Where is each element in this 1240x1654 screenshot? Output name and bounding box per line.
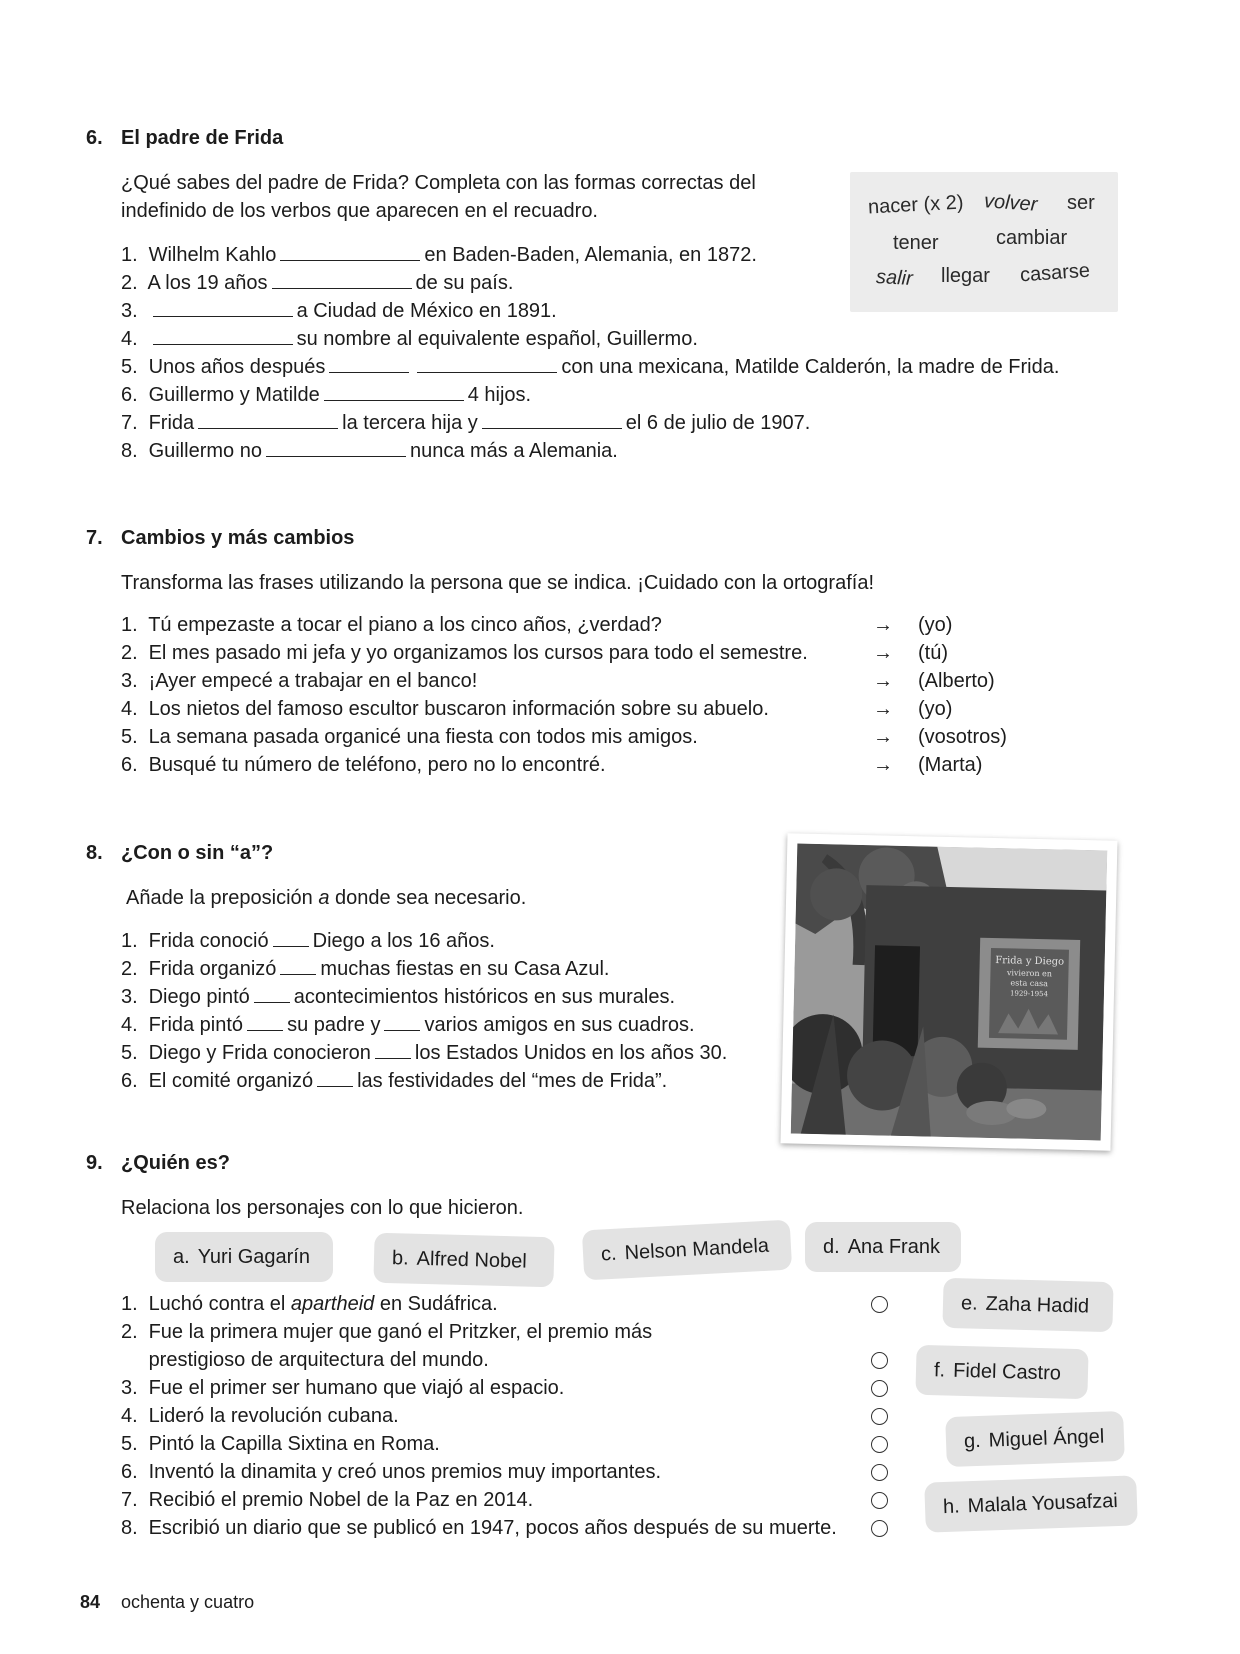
photo-sign-text: 1929-1954 [1009, 989, 1049, 999]
exercise-7-sentence: 2. El mes pasado mi jefa y yo organizamos los cursos para todo el semestre. → (tú) [121, 639, 1021, 667]
exercise-8-title: ¿Con o sin “a”? [121, 842, 274, 864]
exercise-8-sentence: 4. Frida pintó su padre y varios amigos en sus cuadros. [121, 1010, 727, 1038]
verb-word: ser [1067, 192, 1095, 214]
exercise-9-sentence: 2. Fue la primera mujer que ganó el Pritzker, el premio más [121, 1321, 653, 1343]
exercise-9-number: 9. [86, 1152, 103, 1174]
target-person: (yo) [918, 698, 953, 720]
person-tag-a[interactable]: a. Yuri Gagarín [155, 1232, 333, 1282]
exercise-9-sentence: 7. Recibió el premio Nobel de la Paz en 2014. [121, 1489, 534, 1511]
answer-blank[interactable] [266, 436, 406, 457]
arrow-icon: → [873, 642, 893, 664]
answer-blank[interactable] [317, 1066, 353, 1087]
arrow-icon: → [873, 670, 893, 692]
exercise-8-sentence: 5. Diego y Frida conocieron los Estados Unidos en los años 30. [121, 1038, 727, 1066]
page-number: 84 [80, 1592, 101, 1612]
person-tag-b[interactable]: b. Alfred Nobel [373, 1233, 554, 1288]
verb-word: volver [983, 190, 1039, 216]
target-person: (yo) [918, 614, 953, 636]
answer-circle[interactable] [871, 1464, 888, 1481]
answer-blank[interactable] [417, 352, 557, 373]
photo-sign-text: esta casa [1010, 978, 1049, 989]
person-tag-c[interactable]: c. Nelson Mandela [582, 1220, 792, 1281]
exercise-7-sentence: 1. Tú empezaste a tocar el piano a los cinco años, ¿verdad? → (yo) [121, 611, 1021, 639]
exercise-9-title: ¿Quién es? [121, 1152, 230, 1174]
target-person: (vosotros) [918, 726, 1007, 748]
answer-blank[interactable] [198, 408, 338, 429]
exercise-6-sentence: 2. A los 19 años de su país. [121, 268, 1059, 296]
answer-circle[interactable] [871, 1520, 888, 1537]
answer-blank[interactable] [329, 352, 409, 373]
person-tag-f[interactable]: f. Fidel Castro [915, 1345, 1088, 1399]
answer-blank[interactable] [247, 1010, 283, 1031]
target-person: (Alberto) [918, 670, 995, 692]
exercise-7-sentences [121, 611, 1021, 779]
answer-blank[interactable] [272, 268, 412, 289]
verb-word: cambiar [996, 227, 1068, 249]
answer-blank[interactable] [375, 1038, 411, 1059]
person-tag-d[interactable]: d. Ana Frank [805, 1222, 961, 1272]
exercise-9-sentences [121, 1290, 837, 1542]
exercise-7-sentence: 6. Busqué tu número de teléfono, pero no lo encontré. → (Marta) [121, 751, 1021, 779]
exercise-6-sentence: 3. a Ciudad de México en 1891. [121, 296, 1059, 324]
person-tag-g[interactable]: g. Miguel Ángel [945, 1411, 1125, 1467]
answer-blank[interactable] [324, 380, 464, 401]
exercise-7-number: 7. [86, 527, 103, 549]
answer-blank[interactable] [280, 954, 316, 975]
exercise-9-sentence: 6. Inventó la dinamita y creó unos premios muy importantes. [121, 1461, 662, 1483]
answer-blank[interactable] [273, 926, 309, 947]
page-number-words: ochenta y cuatro [121, 1592, 255, 1612]
arrow-icon: → [873, 698, 893, 720]
exercise-8-instruction: Añade la preposición a donde sea necesario. [126, 887, 527, 909]
answer-blank[interactable] [280, 240, 420, 261]
exercise-6-instruction-line-2: indefinido de los verbos que aparecen en el recuadro. [121, 200, 598, 222]
exercise-6-sentence: 4. su nombre al equivalente español, Guillermo. [121, 324, 1059, 352]
exercise-8-sentences [121, 926, 727, 1094]
target-person: (Marta) [918, 754, 983, 776]
target-person: (tú) [918, 642, 948, 664]
exercise-8-sentence: 1. Frida conoció Diego a los 16 años. [121, 926, 727, 954]
photo-sign-text: vivieron en [1006, 968, 1053, 979]
verb-word: tener [893, 232, 939, 254]
exercise-9-sentence: 8. Escribió un diario que se publicó en 1947, pocos años después de su muerte. [121, 1517, 837, 1539]
exercise-8-sentence: 2. Frida organizó muchas fiestas en su Casa Azul. [121, 954, 727, 982]
exercise-8-number: 8. [86, 842, 103, 864]
exercise-9-sentence-continued: prestigioso de arquitectura del mundo. [148, 1349, 489, 1371]
exercise-6-sentences [121, 240, 1059, 464]
exercise-7-instruction: Transforma las frases utilizando la persona que se indica. ¡Cuidado con la ortografía! [121, 572, 874, 594]
person-tag-h[interactable]: h. Malala Yousafzai [924, 1475, 1138, 1532]
exercise-8-sentence: 3. Diego pintó acontecimientos históricos en sus murales. [121, 982, 727, 1010]
answer-circle[interactable] [871, 1408, 888, 1425]
exercise-7-sentence: 3. ¡Ayer empecé a trabajar en el banco! → (Alberto) [121, 667, 1021, 695]
answer-blank[interactable] [153, 324, 293, 345]
exercise-7-sentence: 5. La semana pasada organicé una fiesta con todos mis amigos. → (vosotros) [121, 723, 1021, 751]
person-tag-e[interactable]: e. Zaha Hadid [942, 1278, 1113, 1332]
answer-blank[interactable] [482, 408, 622, 429]
answer-circle[interactable] [871, 1436, 888, 1453]
photo-image [791, 844, 1107, 1141]
verb-word: nacer (x 2) [867, 191, 965, 219]
exercise-7-sentence: 4. Los nietos del famoso escultor buscaron información sobre su abuelo. → (yo) [121, 695, 1021, 723]
exercise-6-sentence: 8. Guillermo no nunca más a Alemania. [121, 436, 1059, 464]
answer-circle[interactable] [871, 1352, 888, 1369]
casa-azul-photo [781, 833, 1118, 1150]
exercise-6-title: El padre de Frida [121, 127, 284, 149]
exercise-6-sentence: 1. Wilhelm Kahlo en Baden-Baden, Alemania, en 1872. [121, 240, 1059, 268]
verb-word: llegar [941, 265, 990, 287]
exercise-9-instruction: Relaciona los personajes con lo que hicieron. [121, 1197, 524, 1219]
photo-sign-text: Frida y Diego [995, 955, 1065, 968]
answer-circle[interactable] [871, 1380, 888, 1397]
answer-circle[interactable] [871, 1492, 888, 1509]
exercise-9-sentence: 5. Pintó la Capilla Sixtina en Roma. [121, 1433, 440, 1455]
arrow-icon: → [873, 726, 893, 748]
verb-word: casarse [1019, 259, 1091, 287]
answer-blank[interactable] [254, 982, 290, 1003]
exercise-9-sentence: 3. Fue el primer ser humano que viajó al espacio. [121, 1377, 565, 1399]
exercise-6-sentence: 5. Unos años después con una mexicana, Matilde Calderón, la madre de Frida. [121, 352, 1059, 380]
verb-word: salir [875, 266, 914, 290]
answer-blank[interactable] [384, 1010, 420, 1031]
exercise-9-sentence: 1. Luchó contra el apartheid en Sudáfrica. [121, 1293, 498, 1315]
arrow-icon: → [873, 614, 893, 636]
answer-circle[interactable] [871, 1296, 888, 1313]
arrow-icon: → [873, 754, 893, 776]
exercise-6-sentence: 7. Frida la tercera hija y el 6 de julio de 1907. [121, 408, 1059, 436]
exercise-6-number: 6. [86, 127, 103, 149]
exercise-9-sentence: 4. Lideró la revolución cubana. [121, 1405, 399, 1427]
exercise-6-instruction-line-1: ¿Qué sabes del padre de Frida? Completa con las formas correctas del [121, 172, 756, 194]
exercise-6-sentence: 6. Guillermo y Matilde 4 hijos. [121, 380, 1059, 408]
exercise-8-sentence: 6. El comité organizó las festividades del “mes de Frida”. [121, 1066, 727, 1094]
exercise-7-title: Cambios y más cambios [121, 527, 355, 549]
answer-blank[interactable] [153, 296, 293, 317]
